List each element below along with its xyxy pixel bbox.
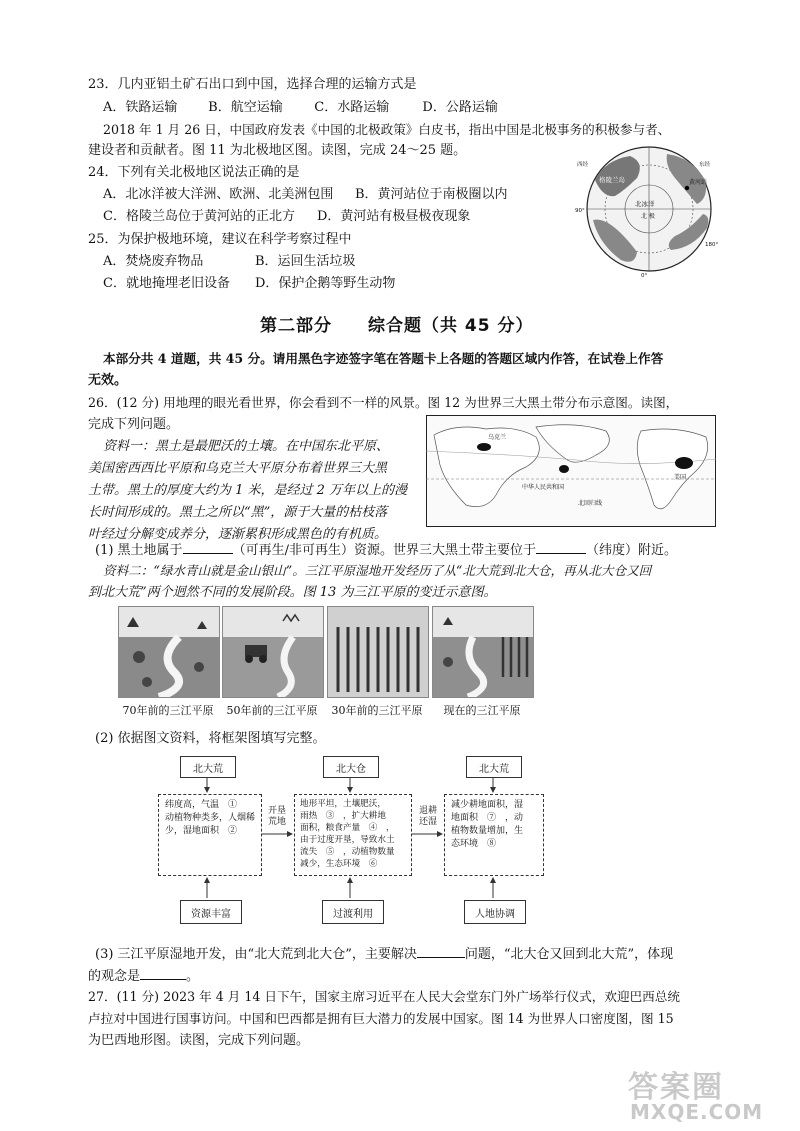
box2-line4: 由于过度开垦，导致水土 [300,835,395,845]
q24-options-row1 [103,186,508,204]
box2-line3: 面积，粮食产量 ④ ， [300,823,395,833]
box1-line2: 动植物种类多，人烟稀 [165,813,256,823]
q26-material1-line4: 长时间形成的。黑土之所以“黑”，源于大量的枯枝落 [88,505,388,520]
box2-line1: 地形平坦，土壤肥沃， [300,799,386,809]
map-label-arctic-ocean: 北冰洋 [635,200,655,208]
box2-line5: 流失 ⑤ ，动植物数量 [300,847,395,857]
q23-option-b: B．航空运输 [208,100,283,115]
world-map-label-ukraine: 乌克兰 [488,434,507,441]
arrow-label-return-2: 还湿 [418,817,437,827]
map-label-90: 90° [575,208,585,214]
world-map-label-usa: 美国 [674,474,687,481]
framework-box-beidahuang-2 [444,794,544,876]
box1-line3: 少，湿地面积 ② [165,826,238,836]
q25-option-d: D．保护企鹅等野生动物 [255,276,396,291]
q27-line2: 卢拉对中国进行国事访问。中国和巴西都是拥有巨大潜力的发展中国家。图 14 为世界人口密度图，图 15 [88,1011,674,1026]
part2-instruction-line2: 无效。 [88,373,128,388]
q24-option-b: B．黄河站位于南极圈以内 [355,187,508,202]
q26-sub2: (2) 依据图文资料，将框架图填写完整。 [95,731,326,746]
q25-option-a: A．焚烧废弃物品 [103,254,204,269]
box3-line1: 减少耕地面积，湿 [451,800,524,810]
framework-box-beidacang [294,794,412,876]
framework-bottom-box-3: 人地协调 [464,900,526,924]
framework-top-box-2: 北大仓 [323,756,379,778]
q23-stem: 23．几内亚铝土矿石出口到中国，选择合理的运输方式是 [88,77,417,92]
part2-title: 第二部分 综合题（共 45 分） [260,316,534,336]
q25-option-b: B．运回生活垃圾 [255,254,356,269]
sanjiang-panel-50-years [222,606,324,698]
box3-line2: 地面积 ⑦ ，动 [451,813,524,823]
q26-sub3-part-d: 。 [186,969,200,984]
panel-caption-70: 70年前的三江平原 [122,704,214,717]
map-label-west-longitude: 西经 [577,162,589,168]
world-black-soil-map [426,415,716,527]
yellow-river-station-marker [685,186,689,190]
map-label-180: 180° [705,242,719,248]
arrow-label-return-1: 退耕 [418,806,437,816]
q25-option-c: C．就地掩埋老旧设备 [103,276,230,291]
map-label-greenland: 格陵兰岛 [599,176,625,184]
intro-2425-line1: 2018 年 1 月 26 日，中国政府发表《中国的北极政策》白皮书，指出中国是北极事务的积极参与者、 [103,122,671,137]
q23-option-c: C．水路运输 [314,100,390,115]
box3-line3: 植物数量增加，生 [451,826,524,836]
arrow-label-reclaim [264,806,290,828]
q26-material2-line1: 资料二：“绿水青山就是金山银山”。三江平原湿地开发经历了从“北大荒到北大仓，再从北大仓又回 [103,563,652,578]
framework-top-box-1: 北大荒 [180,756,236,778]
arrow-label-reclaim-1: 开垦 [267,806,286,816]
q26-sub1-part-b: （可再生/非可再生）资源。世界三大黑土带主要位于 [232,543,536,558]
q27-line3: 为巴西地形图。读图，完成下列问题。 [88,1033,310,1048]
q26-sub3-part-b: 问题，“北大仓又回到北大荒”，体现 [464,947,674,962]
arrow-label-return-wetland [414,806,442,828]
q26-sub3-part-a: (3) 三江平原湿地开发，由“北大荒到北大仓”，主要解决 [95,947,417,962]
q26-material1-line2: 美国密西西比平原和乌克兰大平原分布着世界三大黑 [88,461,388,476]
q23-option-a: A．铁路运输 [103,100,178,115]
q26-sub1 [95,540,677,560]
q24-option-a: A．北冰洋被大洋洲、欧洲、北美洲包围 [103,187,334,202]
answer-blank-latitude[interactable] [536,540,586,554]
answer-blank-resource-type[interactable] [183,540,233,554]
framework-bottom-box-2: 过渡利用 [322,900,384,924]
watermark-site: MXQE.COM [630,1100,764,1124]
arctic-map [575,140,723,278]
panel-caption-now: 现在的三江平原 [443,704,521,717]
q25-options-row2 [103,275,395,293]
map-label-east-longitude: 东经 [699,162,711,168]
q26-sub1-part-a: (1) 黑土地属于 [95,543,183,558]
framework-top-box-3: 北大荒 [466,756,522,778]
panel-70-illustration [119,607,219,697]
q26-material1-line1: 资料一：黑土是最肥沃的土壤。在中国东北平原、 [103,439,390,454]
black-soil-ukraine [477,443,491,451]
q24-option-d: D．黄河站有极昼极夜现象 [317,209,471,224]
watermark-logo: 答案圈 [628,1070,724,1105]
q26-sub3-part-c: 的观念是 [88,969,141,984]
q23-options [103,99,498,117]
answer-blank-concept[interactable] [140,966,186,980]
q25-options-row1 [103,253,356,271]
panel-50-illustration [223,607,323,697]
framework-bottom-box-1: 资源丰富 [180,900,242,924]
intro-2425-line2: 建设者和贡献者。图 11 为北极地区图。读图，完成 24～25 题。 [88,143,467,158]
q26-intro-line2: 完成下列问题。 [88,417,180,432]
box2-line2: 雨热 ③ ，扩大耕地 [300,811,386,821]
q24-stem: 24．下列有关北极地区说法正确的是 [88,165,300,180]
sanjiang-panel-now [432,606,534,698]
q26-material1-line3: 土带。黑土的厚度大约为 1 米，是经过 2 万年以上的漫 [88,483,408,498]
panel-now-illustration [433,607,533,697]
panel-caption-50: 50年前的三江平原 [226,704,318,717]
q25-stem: 25．为保护极地环境，建议在科学考察过程中 [88,232,352,247]
framework-box-beidahuang-1 [158,794,262,876]
box3-line4: 态环境 ⑧ [451,839,497,849]
q27-line1: 27．(11 分) 2023 年 4 月 14 日下午，国家主席习近平在人民大会堂东门外广场举行仪式，欢迎巴西总统 [88,989,680,1004]
black-soil-china [559,465,569,473]
panel-caption-30: 30年前的三江平原 [331,704,423,717]
q26-sub1-part-c: （纬度）附近。 [585,543,677,558]
black-soil-usa [675,457,693,469]
answer-blank-problem[interactable] [417,944,465,958]
map-label-yellow-river-station: 黄河站 [689,179,708,186]
q26-sub3-line2 [88,966,199,986]
panel-30-illustration [328,607,428,697]
box2-line6: 减少，生态环境 ⑥ [300,859,378,869]
q26-material2-line2: 到北大荒”两个迥然不同的发展阶段。图 13 为三江平原的变迁示意图。 [88,585,497,600]
q23-option-d: D．公路运输 [422,100,498,115]
q24-option-c: C．格陵兰岛位于黄河站的正北方 [103,209,295,224]
part2-instruction-line1: 本部分共 4 道题，共 45 分。请用黑色字迹签字笔在答题卡上各题的答题区域内作答，在试卷上作答 [103,351,664,366]
world-map-label-china: 中华人民共和国 [522,484,565,491]
sanjiang-panel-30-years [327,606,429,698]
q26-intro-line1: 26．(12 分) 用地理的眼光看世界，你会看到不一样的风景。图 12 为世界三大黑土带分布示意图。读图， [88,395,679,410]
map-label-north-pole: 北 极 [641,213,655,220]
q24-options-row2 [103,208,470,226]
box1-line1: 纬度高，气温 ① [165,800,238,810]
arrow-label-reclaim-2: 荒地 [267,817,286,827]
sanjiang-panel-70-years [118,606,220,698]
map-label-0: 0° [641,273,648,278]
q26-sub3-line1 [95,944,673,964]
q26-material1-line5: 叶经过分解变成养分，逐渐累积形成黑色的有机质。 [88,527,388,542]
world-map-label-tropic: 北回归线 [578,500,603,507]
